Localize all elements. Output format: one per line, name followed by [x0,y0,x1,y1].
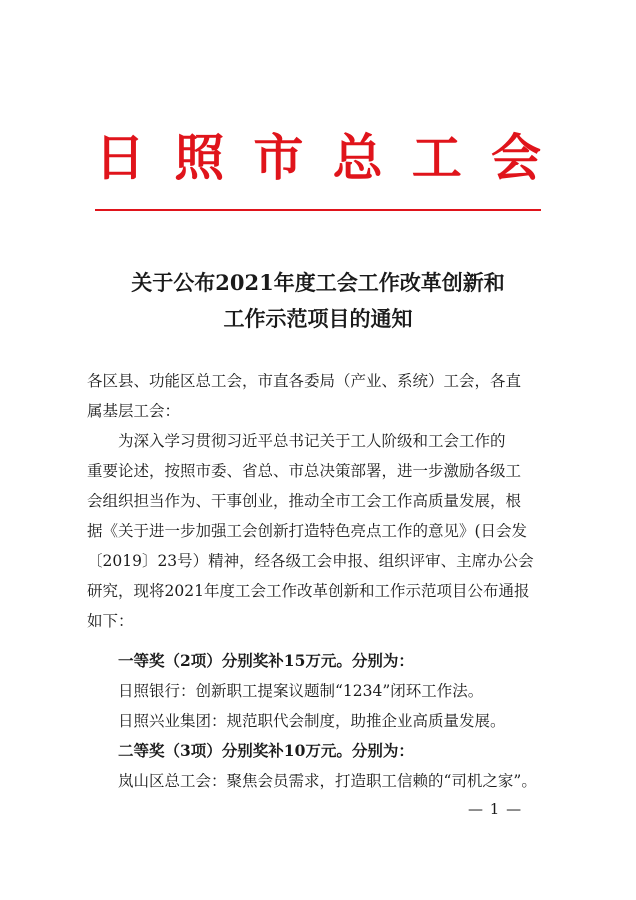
document-title-line-2: 工作示范项目的通知 [223,306,413,331]
intro-line: 研究，现将2021年度工会工作改革创新和工作示范项目公布通报 [87,582,530,600]
letterhead-char: 市 [253,128,304,187]
letterhead-char: 总 [332,128,383,187]
letterhead-char: 会 [490,128,541,187]
award-item: 日照兴业集团：规范职代会制度，助推企业高质量发展。 [118,712,506,730]
second-prize-heading: 二等奖（3项）分别奖补10万元。分别为： [118,741,414,760]
letterhead-char: 工 [411,128,462,187]
award-item: 日照银行：创新职工提案议题制“1234”闭环工作法。 [118,682,484,700]
page-number: — 1 — [468,800,523,818]
intro-paragraph [87,426,557,636]
document-title-line-1: 关于公布2021年度工会工作改革创新和 [131,270,505,295]
salutation-line: 属基层工会： [87,402,181,420]
award-item: 岚山区总工会：聚焦会员需求，打造职工信赖的“司机之家”。 [118,772,537,790]
letterhead-char: 照 [174,128,225,187]
intro-line: 为深入学习贯彻习近平总书记关于工人阶级和工会工作的 [118,432,506,450]
intro-line: 重要论述，按照市委、省总、市总决策部署，进一步激励各级工 [87,462,522,480]
intro-line: 会组织担当作为、干事创业，推动全市工会工作高质量发展，根 [87,492,522,510]
awards-section [87,646,557,796]
first-prize-heading: 一等奖（2项）分别奖补15万元。分别为： [118,651,414,670]
intro-line: 据《关于进一步加强工会创新打造特色亮点工作的意见》(日会发 [87,522,528,540]
letterhead-char: 日 [95,128,145,187]
letterhead-divider [95,209,541,211]
intro-line: 如下： [87,612,134,630]
letterhead-org-name [92,124,544,187]
salutation [87,366,557,426]
salutation-line: 各区县、功能区总工会，市直各委局（产业、系统）工会，各直 [87,372,522,390]
intro-line: 〔2019〕23号）精神，经各级工会申报、组织评审、主席办公会 [87,552,534,570]
